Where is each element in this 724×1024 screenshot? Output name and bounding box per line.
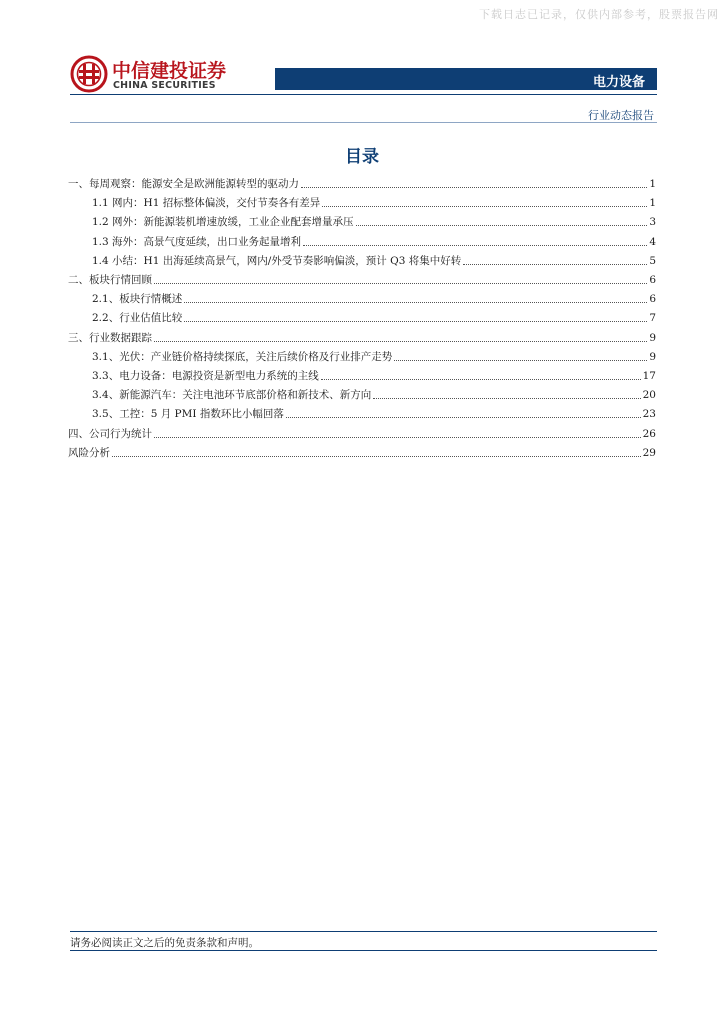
toc-entry-label: 1.4 小结：H1 出海延续高景气，网内/外受节奏影响偏淡，预计 Q3 将集中好转 [92, 254, 462, 267]
toc-entry-label: 风险分析 [68, 446, 110, 459]
toc-leader-dots [463, 263, 647, 265]
toc-entry-page: 1 [649, 197, 656, 210]
toc-entry[interactable] [92, 289, 656, 306]
toc-entry[interactable] [68, 174, 656, 191]
header-divider [70, 94, 657, 95]
toc-leader-dots [184, 320, 647, 322]
toc-entry-label: 1.1 网内：H1 招标整体偏淡，交付节奏各有差异 [92, 197, 321, 210]
toc-entry-page: 26 [642, 427, 656, 440]
toc-leader-dots [356, 224, 648, 226]
toc-leader-dots [321, 378, 641, 380]
toc-entry-page: 9 [649, 350, 656, 363]
toc-leader-dots [154, 282, 647, 284]
toc-entry-label: 3.1、光伏：产业链价格持续探底，关注后续价格及行业排产走势 [92, 350, 393, 363]
logo-english-name: CHINA SECURITIES [113, 80, 216, 91]
toc-entry-page: 3 [649, 216, 656, 229]
toc-entry-label: 四、公司行为统计 [68, 427, 152, 440]
toc-entry-label: 2.2、行业估值比较 [92, 312, 183, 325]
toc-leader-dots [154, 340, 647, 342]
toc-leader-dots [303, 244, 647, 246]
toc-entry-label: 3.3、电力设备：电源投资是新型电力系统的主线 [92, 370, 319, 382]
header-category-bar [275, 68, 657, 90]
toc-entry[interactable] [68, 443, 656, 460]
toc-leader-dots [301, 186, 647, 188]
header-category: 电力设备 [592, 75, 645, 90]
report-type-divider [70, 122, 657, 123]
toc-title: 目录 [345, 147, 379, 167]
footer-disclaimer: 请务必阅读正文之后的免责条款和声明。 [70, 937, 259, 949]
toc-entry-label: 3.4、新能源汽车：关注电池环节底部价格和新技术、新方向 [92, 389, 372, 402]
toc-entry-page: 23 [642, 408, 656, 421]
toc-entry-label: 3.5、工控：5 月 PMI 指数环比小幅回落 [92, 408, 284, 421]
toc-entry-page: 9 [649, 331, 656, 344]
toc-entry[interactable] [92, 385, 656, 402]
toc-entry-page: 6 [649, 293, 656, 306]
toc-entry-page: 4 [649, 235, 656, 248]
toc-entry-label: 三、行业数据跟踪 [68, 331, 152, 344]
toc-entry[interactable] [92, 212, 656, 229]
toc-entry-page: 7 [649, 312, 656, 325]
toc-entry[interactable] [92, 404, 656, 421]
toc-entry-page: 17 [642, 370, 656, 382]
toc-entry-label: 一、每周观察：能源安全是欧洲能源转型的驱动力 [68, 178, 299, 190]
toc-entry[interactable] [92, 347, 656, 364]
footer-divider-bottom [70, 950, 657, 951]
toc-entry-page: 5 [649, 254, 656, 267]
toc-entry-page: 6 [649, 274, 656, 286]
toc-entry-label: 2.1、板块行情概述 [92, 293, 183, 306]
toc-entry[interactable] [68, 270, 656, 287]
toc-leader-dots [154, 436, 641, 438]
footer-divider-top [70, 931, 657, 932]
toc-leader-dots [373, 397, 640, 399]
toc-leader-dots [394, 359, 647, 361]
toc-entry-label: 1.3 海外：高景气度延续，出口业务起量增利 [92, 235, 302, 248]
toc-entry[interactable] [92, 193, 656, 210]
toc-leader-dots [286, 416, 641, 418]
logo-seal-icon [70, 55, 108, 93]
company-logo [70, 55, 240, 95]
toc-entry-page: 29 [642, 446, 656, 459]
toc-entry-label: 1.2 网外：新能源装机增速放缓，工业企业配套增量承压 [92, 216, 354, 229]
report-type-label: 行业动态报告 [588, 109, 654, 122]
toc-entry[interactable] [92, 232, 656, 249]
toc-entry[interactable] [68, 424, 656, 441]
toc-entry-page: 1 [649, 178, 656, 190]
toc-entry[interactable] [92, 251, 656, 268]
toc-entry[interactable] [92, 366, 656, 383]
toc-entry[interactable] [68, 328, 656, 345]
toc-leader-dots [184, 301, 647, 303]
watermark-text: 下载日志已记录，仅供内部参考，股票报告网 [479, 8, 719, 21]
toc-entry[interactable] [92, 308, 656, 325]
toc-leader-dots [112, 455, 641, 457]
toc-entry-page: 20 [642, 389, 656, 402]
toc-entry-label: 二、板块行情回顾 [68, 274, 152, 286]
logo-chinese-name: 中信建投证券 [112, 60, 227, 82]
toc-leader-dots [322, 205, 647, 207]
